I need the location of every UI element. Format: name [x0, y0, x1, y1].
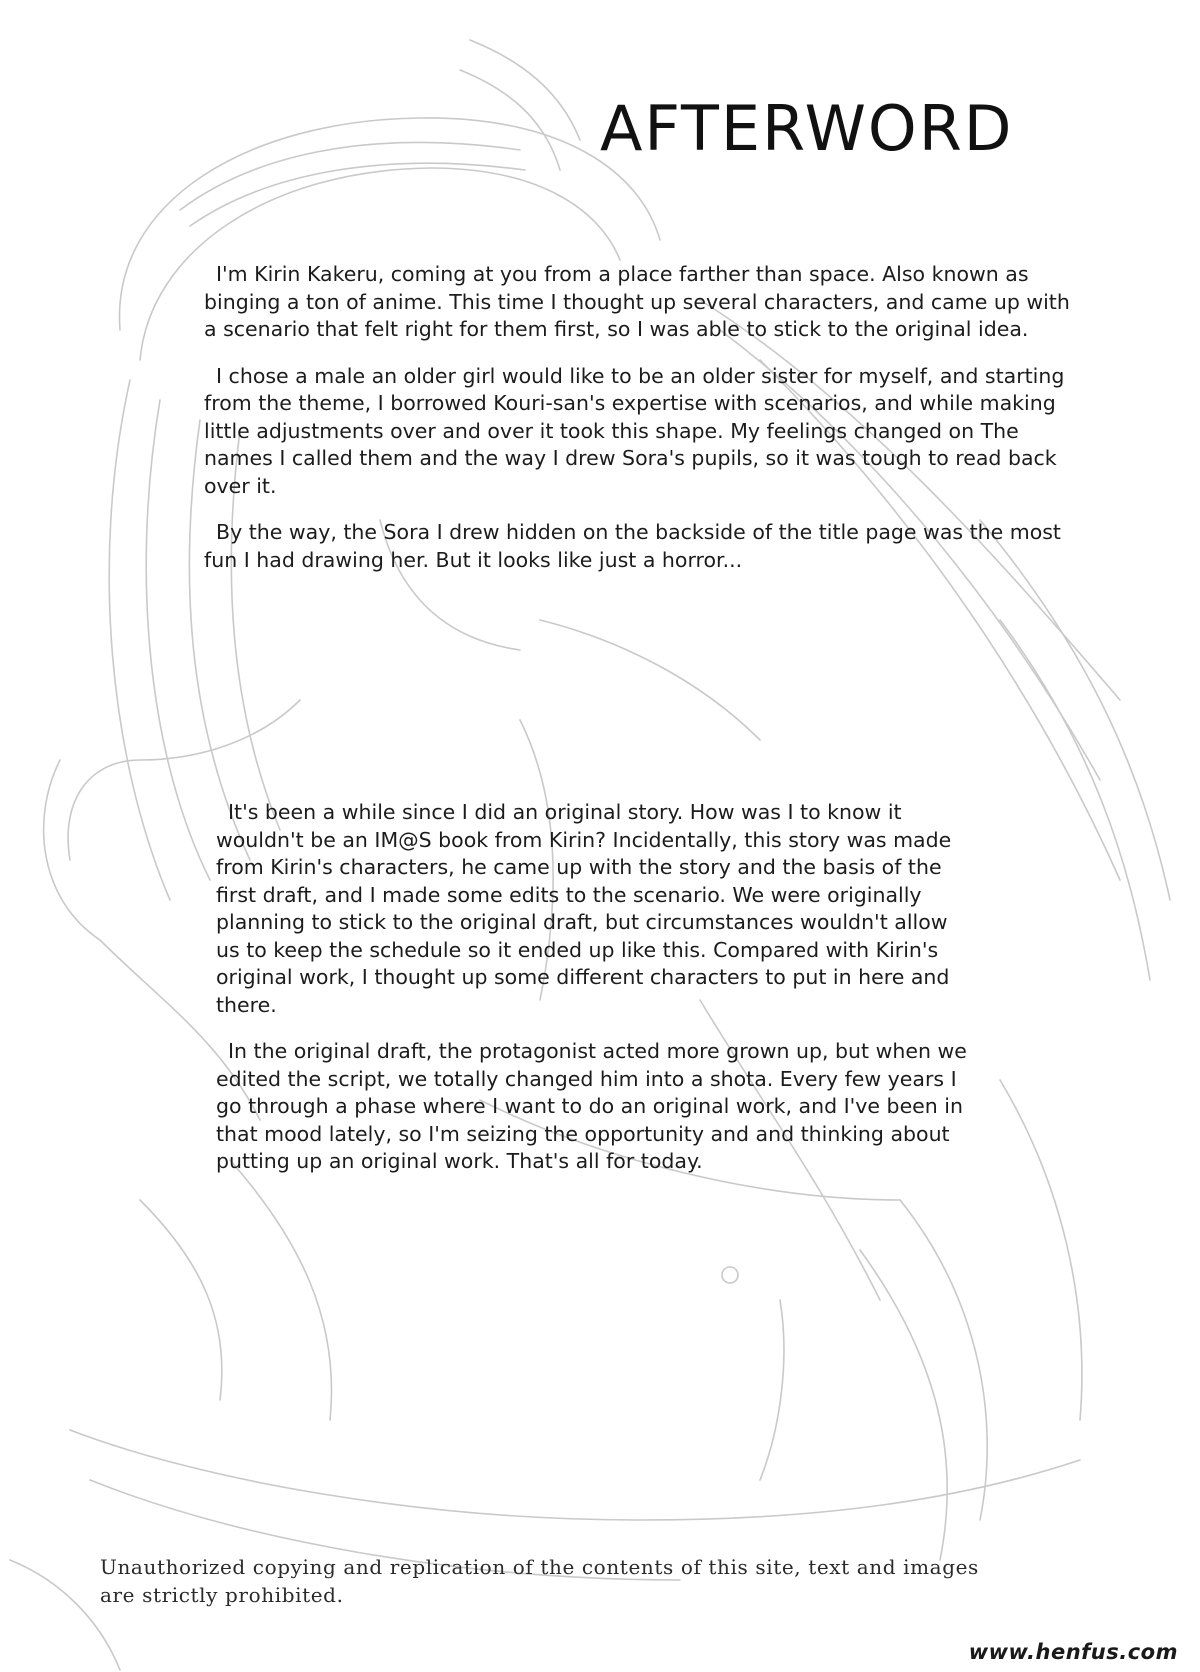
- page-title: AFTERWORD: [600, 92, 1014, 165]
- paragraph: It's been a while since I did an original story. How was I to know it wouldn't be an IM@S book from Kirin? Incidentally, this story was made from Kirin's characters, he came up with the story and the basis of the first draft, and I made some edits to the scenario. We were originally planning to stick to the original draft, but circumstances wouldn't allow us to keep the schedule so it ended up like this. Compared with Kirin's original work, I thought up some different characters to put in here and there.: [216, 800, 952, 1017]
- site-watermark: www.henfus.com: [968, 1640, 1178, 1664]
- paragraph: In the original draft, the protagonist acted more grown up, but when we edited the script, we totally changed him into a shota. Every few years I go through a phase where I want to do an original work, and I've been in that mood lately, so I'm seizing the opportunity and and thinking about putting up an original work. That's all for today.: [216, 1039, 967, 1173]
- paragraph: By the way, the Sora I drew hidden on the backside of the title page was the most fun I had drawing her. But it looks like just a horror...: [204, 520, 1061, 572]
- afterword-section-1: [204, 261, 1084, 574]
- afterword-section-2: [216, 799, 976, 1176]
- paragraph: I'm Kirin Kakeru, coming at you from a place farther than space. Also known as binging a ton of anime. This time I thought up several characters, and came up with a scenario that felt right for them first, so I was able to stick to the original idea.: [204, 262, 1070, 341]
- copyright-notice: Unauthorized copying and replication of the contents of this site, text and images are strictly prohibited.: [100, 1555, 979, 1607]
- paragraph: I chose a male an older girl would like to be an older sister for myself, and starting from the theme, I borrowed Kouri-san's expertise with scenarios, and while making little adjustments over and over it took this shape. My feelings changed on The names I called them and the way I drew Sora's pupils, so it was tough to read back over it.: [204, 363, 1065, 498]
